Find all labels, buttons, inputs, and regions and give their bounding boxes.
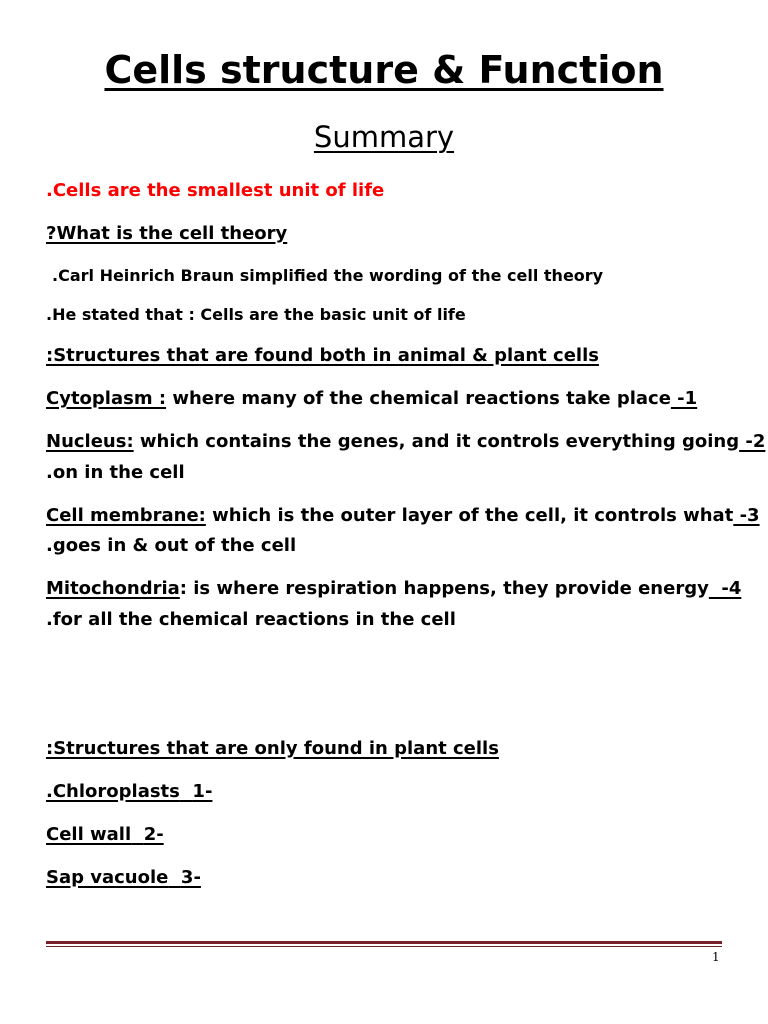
item-text: where many of the chemical reactions take place xyxy=(166,388,671,409)
term-mitochondria: Mitochondria xyxy=(46,578,180,599)
list-item-cytoplasm xyxy=(46,389,697,409)
theory-line-1: .Carl Heinrich Braun simplified the wording of the cell theory xyxy=(52,266,604,285)
list-item-mitochondria xyxy=(46,579,741,599)
term-nucleus: Nucleus: xyxy=(46,431,134,452)
item-label: .Chloroplasts xyxy=(46,781,180,802)
section-both-heading: :Structures that are found both in animal & plant cells xyxy=(46,345,599,366)
item-text: which is the outer layer of the cell, it controls what xyxy=(205,505,734,526)
term-cell-membrane: Cell membrane: xyxy=(46,505,206,526)
item-number: 2- xyxy=(143,824,164,845)
list-item-sap-vacuole xyxy=(46,868,201,888)
list-item-nucleus xyxy=(46,432,765,452)
item-continuation: .goes in & out of the cell xyxy=(46,535,297,556)
list-item-chloroplasts xyxy=(46,782,212,802)
document-title: Cells structure & Function xyxy=(104,48,664,92)
footer-rule-thin xyxy=(46,946,722,947)
item-label: Cell wall xyxy=(46,824,132,845)
item-number: 1- xyxy=(192,781,213,802)
item-number: -2 xyxy=(739,431,766,452)
intro-line: .Cells are the smallest unit of life xyxy=(46,180,385,201)
list-item-cell-membrane xyxy=(46,506,760,526)
list-item-cell-wall xyxy=(46,825,164,845)
item-text: which contains the genes, and it controls everything going xyxy=(133,431,740,452)
item-text: : is where respiration happens, they provide energy xyxy=(179,578,709,599)
item-number: -1 xyxy=(670,388,698,409)
cell-theory-question: ?What is the cell theory xyxy=(46,223,288,244)
item-continuation: .on in the cell xyxy=(46,462,185,483)
page-number: 1 xyxy=(712,950,720,964)
item-number: -4 xyxy=(708,578,742,599)
item-number: -3 xyxy=(733,505,760,526)
item-continuation: .for all the chemical reactions in the cell xyxy=(46,609,456,630)
item-number: 3- xyxy=(180,867,201,888)
term-cytoplasm: Cytoplasm : xyxy=(46,388,167,409)
document-subtitle: Summary xyxy=(313,120,455,154)
item-label: Sap vacuole xyxy=(46,867,169,888)
footer-rule xyxy=(46,941,722,944)
theory-line-2: .He stated that : Cells are the basic unit of life xyxy=(46,305,466,324)
section-plant-heading: :Structures that are only found in plant cells xyxy=(46,738,499,759)
